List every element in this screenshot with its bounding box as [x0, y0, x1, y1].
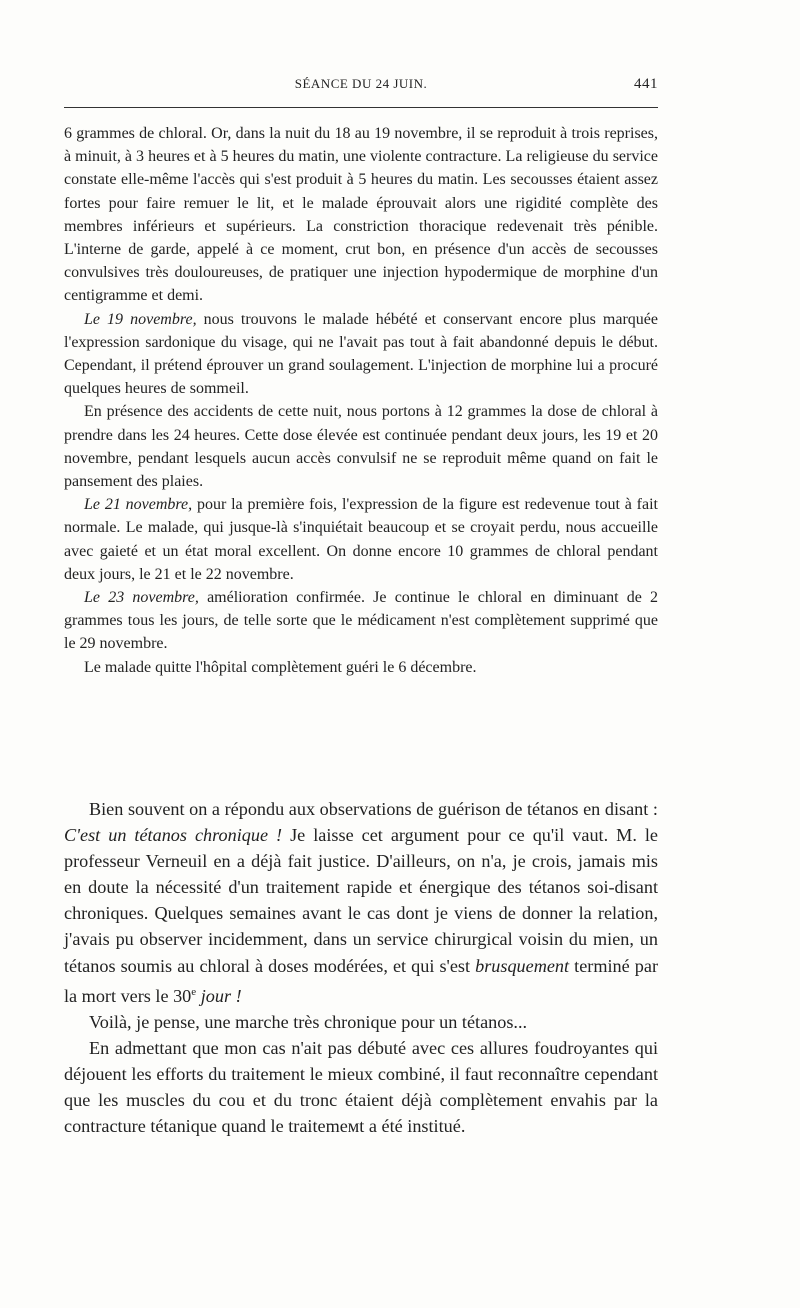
date-lead: Le 23 novembre, [84, 589, 199, 607]
commentary-paragraph: En admettant que mon cas n'ait pas débuté avec ces allures foudroyantes qui déjouent les efforts du traitement le mieux combiné, il faut reconnaître cependant que les muscles du cou et du tronc étaient déjà complètement envahis par la contracture tétanique quand le traitemeмt a été institué. [64, 1037, 658, 1137]
emphasis: jour ! [196, 985, 242, 1006]
header-rule [64, 107, 658, 108]
running-head-title: SÉANCE DU 24 JUIN. [294, 76, 428, 91]
ordinal-suffix: e [191, 985, 197, 998]
date-lead: Le 19 novembre, [84, 310, 197, 328]
observation-paragraph: 6 grammes de chloral. Or, dans la nuit du 18 au 19 novembre, il se reproduit à trois reprises, à minuit, à 3 heures et à 5 heures du matin, une violente contracture. La religieuse du service constate elle-même l'accès qui s'est produit à 5 heures du matin. Les secousses étaient assez fortes pour faire remuer le lit, et le malade éprouvait alors une rigidité complète des membres inférieurs et supérieurs. La constriction thoracique redevenait très pénible. L'interne de garde, appelé à ce moment, crut bon, en présence d'un accès de secousses convulsives très douloureuses, de pratiquer une injection hypodermique de morphine d'un centigramme et demi. [64, 125, 658, 305]
page-number: 441 [634, 76, 658, 92]
commentary-paragraph: Bien souvent on a répondu aux observations de guérison de tétanos en disant : C'est un tétanos chronique ! Je laisse cet argument pour ce qu'il vaut. M. le professeur Verneuil en a déjà fait justice. D'ailleurs, on n'a, je crois, jamais mis en doute la nécessité d'un traitement rapide et énergique des tétanos soi-disant chroniques. Quelques semaines avant le cas dont je viens de donner la relation, j'avais pu observer incidemment, dans un service chirurgical voisin du mien, un tétanos soumis au chloral à doses modérées, et qui s'est brusquement terminé par la mort vers le 30e jour ! [64, 799, 658, 1006]
emphasis: brusquement [475, 955, 570, 976]
observation-paragraph: Le 21 novembre, pour la première fois, l'expression de la figure est redevenue tout à fait normale. Le malade, qui jusque-là s'inquiétait beaucoup et se croyait perdu, nous accueille avec gaieté et un état moral excellent. On donne encore 10 grammes de chloral pendant deux jours, le 21 et le 22 novembre. [64, 496, 658, 583]
case-observation [64, 122, 658, 679]
quoted-argument: C'est un tétanos chronique ! [64, 825, 283, 846]
commentary-paragraph: Voilà, je pense, une marche très chronique pour un tétanos... [89, 1011, 528, 1032]
observation-paragraph: Le 23 novembre, amélioration confirmée. Je continue le chloral en diminuant de 2 grammes tous les jours, de telle sorte que le médicament n'est complètement supprimé que le 29 novembre. [64, 589, 659, 653]
date-lead: Le 21 novembre, [84, 496, 193, 514]
author-commentary [64, 796, 658, 1139]
running-head [64, 76, 658, 98]
observation-paragraph: Le malade quitte l'hôpital complètement guéri le 6 décembre. [84, 658, 477, 676]
observation-paragraph: Le 19 novembre, nous trouvons le malade hébété et conservant encore plus marquée l'expression sardonique du visage, qui ne l'avait pas tout à fait abandonné depuis le début. Cependant, il prétend éprouver un grand soulagement. L'injection de morphine lui a procuré quelques heures de sommeil. [64, 310, 659, 398]
observation-paragraph: En présence des accidents de cette nuit, nous portons à 12 grammes la dose de chloral à prendre dans les 24 heures. Cette dose élevée est continuée pendant deux jours, les 19 et 20 novembre, pendant lesquels aucun accès convulsif ne se reproduit même quand on fait le pansement des plaies. [64, 403, 658, 491]
book-page [64, 0, 658, 1308]
